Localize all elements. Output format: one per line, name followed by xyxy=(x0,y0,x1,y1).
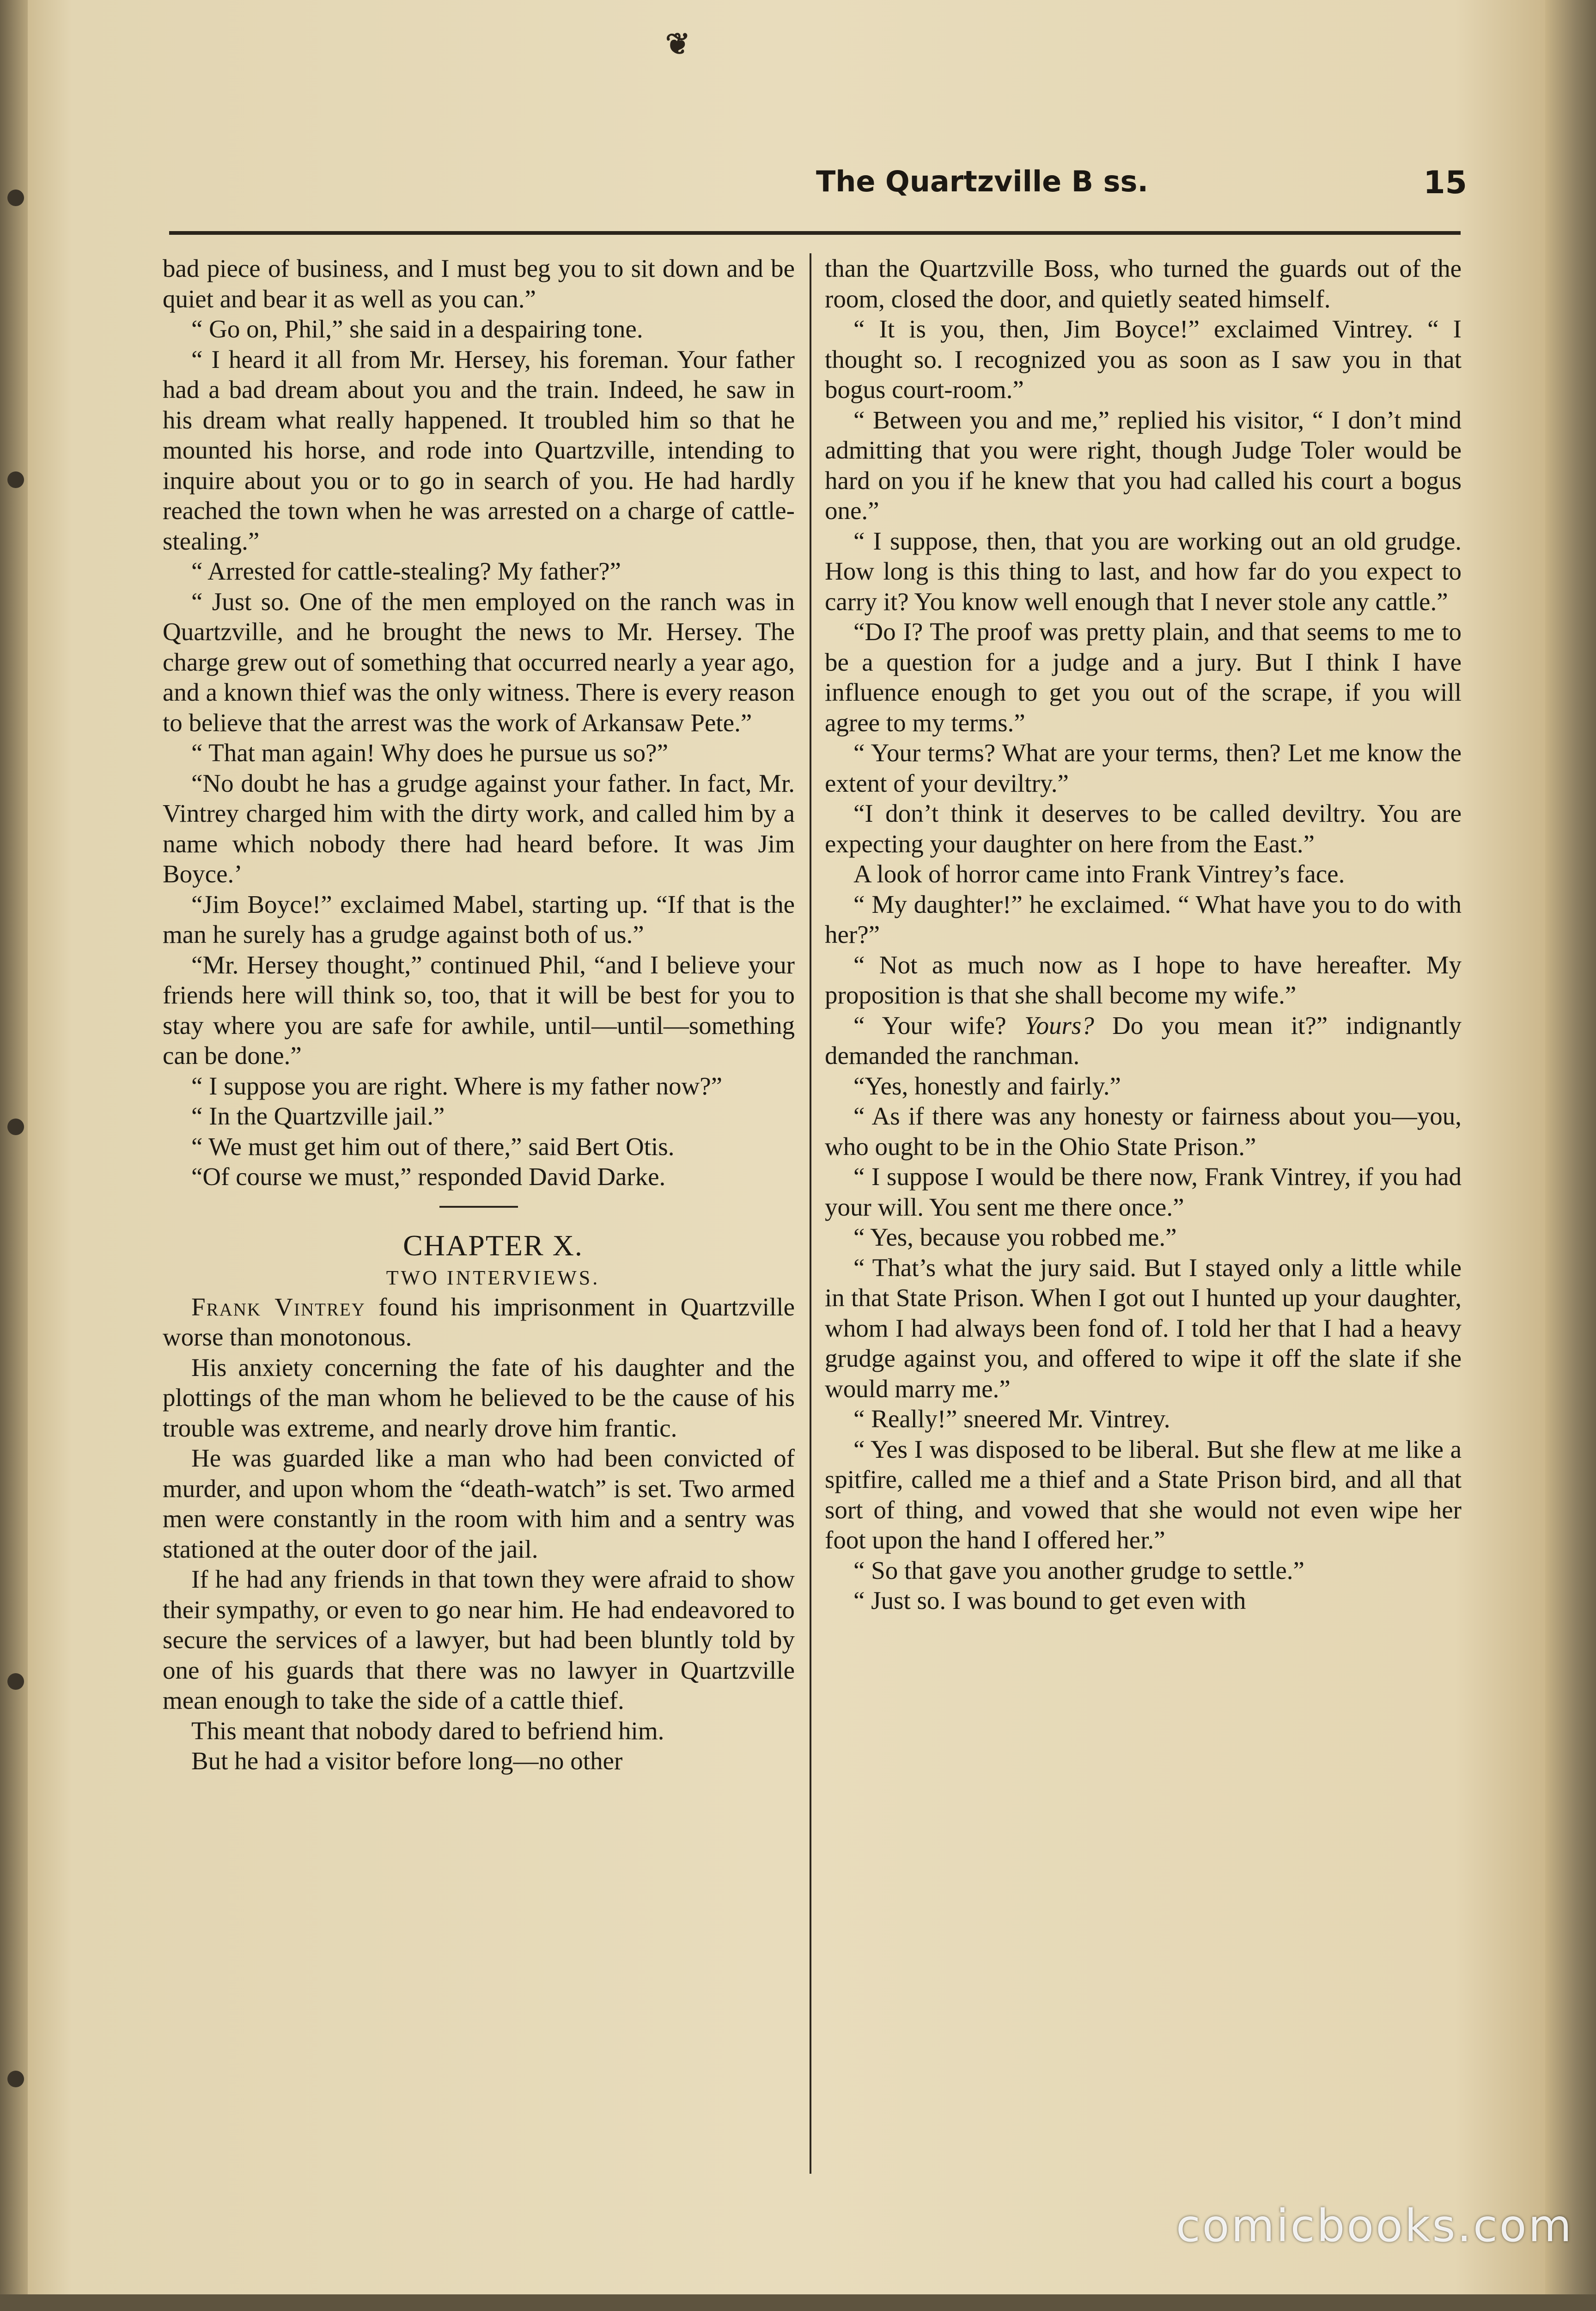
paragraph: “No doubt he has a grudge against your father. In fact, Mr. Vintrey charged him with the dirty work, and called him by a name which nobody there had heard before. It was Jim Boyce.’ xyxy=(163,769,795,888)
paragraph-text: Do you mean it?” indignantly demanded the ranchman. xyxy=(825,1011,1462,1070)
page-number: 15 xyxy=(1423,165,1467,201)
paragraph: “I don’t think it deserves to be called deviltry. You are expecting your daughter on here from the East.” xyxy=(825,799,1462,858)
paragraph: “Mr. Hersey thought,” continued Phil, “and I believe your friends here will think so, too, that it will be best for you to stay where you are safe for awhile, until—until—something can be done.” xyxy=(163,950,795,1070)
paragraph: This meant that nobody dared to befriend him. xyxy=(191,1716,664,1745)
paragraph: than the Quartzville Boss, who turned the guards out of the room, closed the door, and quietly seated himself. xyxy=(825,254,1462,313)
binding-stitch xyxy=(7,471,24,488)
paragraph-text: “ Your wife? xyxy=(853,1011,1024,1039)
paragraph: “ Yes I was disposed to be liberal. But she flew at me like a spitfire, called me a thief and a State Prison bird, and all that sort of thing, and vowed that she would not even wipe her foot upon the hand I offered her.” xyxy=(825,1435,1462,1554)
paragraph: “ Just so. One of the men employed on the ranch was in Quartzville, and he brought the news to Mr. Hersey. The charge grew out of something that occurred nearly a year ago, and a known thief was the only witness. There is every reason to believe that the arrest was the work of Arkansaw Pete.” xyxy=(163,587,795,737)
paragraph: “Do I? The proof was pretty plain, and that seems to me to be a question for a judge and a jury. But I think I have influence enough to get you out of the scrape, if you will agree to my terms.” xyxy=(825,617,1462,737)
left-column xyxy=(163,253,795,1776)
binding-stitch xyxy=(7,1119,24,1135)
paragraph xyxy=(825,1010,1462,1071)
paragraph: “ Between you and me,” replied his visitor, “ I don’t mind admitting that you were right, though Judge Toler would be hard on you if he knew that you had called his court a bogus one.” xyxy=(825,405,1462,525)
paragraph: “ So that gave you another grudge to settle.” xyxy=(853,1556,1304,1584)
paragraph: “ As if there was any honesty or fairness about you—you, who ought to be in the Ohio State Prison.” xyxy=(825,1102,1462,1161)
paragraph: “ Not as much now as I hope to have hereafter. My proposition is that she shall become my wife.” xyxy=(825,950,1462,1009)
paragraph: But he had a visitor before long—no other xyxy=(191,1747,623,1775)
paragraph: If he had any friends in that town they were afraid to show their sympathy, or even to go near him. He had endeavored to secure the services of a lawyer, but had been bluntly told by one of his guards that there was no lawyer in Quartzville mean enough to take the side of a cattle thief. xyxy=(163,1565,795,1714)
running-header xyxy=(166,165,1467,215)
binding-stitch xyxy=(7,190,24,206)
character-name: Frank Vintrey xyxy=(191,1292,365,1321)
paragraph: “ Yes, because you robbed me.” xyxy=(853,1223,1177,1251)
paragraph: His anxiety concerning the fate of his daughter and the plottings of the man whom he believed to be the cause of his trouble was extreme, and nearly drove him frantic. xyxy=(163,1353,795,1442)
paragraph: “ Your terms? What are your terms, then? Let me know the extent of your deviltry.” xyxy=(825,739,1462,797)
paragraph: “ Just so. I was bound to get even with xyxy=(853,1586,1246,1614)
paragraph: “Jim Boyce!” exclaimed Mabel, starting up. “If that is the man he surely has a grudge against both of us.” xyxy=(163,890,795,948)
paragraph: “ Arrested for cattle-stealing? My father?” xyxy=(191,557,621,585)
bottom-edge xyxy=(0,2294,1596,2311)
paragraph: “ Really!” sneered Mr. Vintrey. xyxy=(853,1405,1170,1433)
paragraph: “Yes, honestly and fairly.” xyxy=(853,1071,1121,1100)
paragraph xyxy=(163,1292,795,1352)
paragraph: “ I suppose you are right. Where is my father now?” xyxy=(191,1071,723,1100)
paragraph: “Of course we must,” responded David Darke. xyxy=(191,1162,666,1191)
ornament-mark: ❦ xyxy=(665,27,690,61)
binding-stitch xyxy=(7,1673,24,1690)
binding-stitch xyxy=(7,2071,24,2087)
paragraph: “ That’s what the jury said. But I stayed only a little while in that State Prison. When I got out I hunted up your daughter, whom I had always been fond of. I told her that I had a heavy grudge against you, and offered to wipe it off the slate if she would marry me.” xyxy=(825,1253,1462,1403)
paragraph: “ My daughter!” he exclaimed. “ What have you to do with her?” xyxy=(825,890,1462,948)
watermark: comicbooks.com xyxy=(1176,2200,1574,2252)
binding-gutter xyxy=(0,0,28,2311)
right-column xyxy=(825,253,1462,1616)
italic-word: Yours? xyxy=(1024,1011,1094,1039)
chapter-rule xyxy=(439,1206,518,1208)
paragraph: “ Go on, Phil,” she said in a despairing tone. xyxy=(191,315,643,343)
paragraph-text: found his imprisonment in Quartzville worse than monotonous. xyxy=(163,1292,795,1351)
chapter-subtitle: TWO INTERVIEWS. xyxy=(386,1266,600,1289)
column-divider xyxy=(810,253,811,2174)
paragraph: bad piece of business, and I must beg you to sit down and be quiet and bear it as well as you can.” xyxy=(163,254,795,313)
paragraph: “ In the Quartzville jail.” xyxy=(191,1102,445,1130)
chapter-title: CHAPTER X. xyxy=(403,1229,583,1262)
paragraph: “ We must get him out of there,” said Bert Otis. xyxy=(191,1132,675,1161)
paragraph: A look of horror came into Frank Vintrey’s face. xyxy=(853,860,1345,888)
paragraph: “ I suppose, then, that you are working out an old grudge. How long is this thing to last, and how far do you expect to carry it? You know well enough that I never stole any cattle.” xyxy=(825,526,1462,616)
header-rule xyxy=(169,231,1461,235)
running-title: The Quartzville B ss. xyxy=(816,165,1148,198)
paragraph: He was guarded like a man who had been convicted of murder, and upon whom the “death-watch” is set. Two armed men were constantly in the room with him and a sentry was stationed at the outer door of the jail. xyxy=(163,1444,795,1563)
page-edge xyxy=(1545,0,1596,2311)
paragraph: “ I suppose I would be there now, Frank Vintrey, if you had your will. You sent me there once.” xyxy=(825,1162,1462,1221)
paragraph: “ I heard it all from Mr. Hersey, his foreman. Your father had a bad dream about you and the train. Indeed, he saw in his dream what really happened. It troubled him so that he mounted his horse, and rode into Quartzville, intending to inquire about you or to go in search of you. He had hardly reached the town when he was arrested on a charge of cattle-stealing.” xyxy=(163,345,795,555)
paragraph: “ That man again! Why does he pursue us so?” xyxy=(191,739,668,767)
paragraph: “ It is you, then, Jim Boyce!” exclaimed Vintrey. “ I thought so. I recognized you as soon as I saw you in that bogus court-room.” xyxy=(825,315,1462,404)
